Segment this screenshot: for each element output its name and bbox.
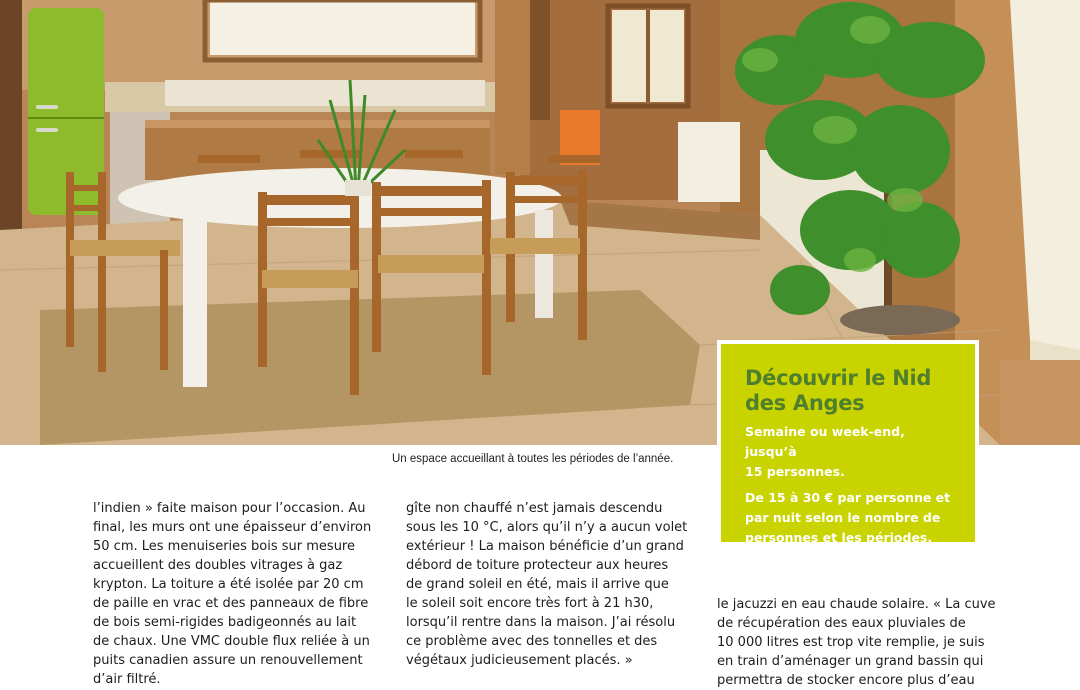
info-box-capacity-line2: 15 personnes.	[745, 464, 845, 479]
article-line: puits canadien assure un renouvellement	[93, 653, 363, 668]
window-top	[210, 0, 475, 55]
info-box-capacity-line1: Semaine ou week-end, jusqu’à	[745, 424, 905, 459]
info-box	[717, 340, 979, 546]
article-line: de grand soleil en été, mais il arrive que	[406, 577, 669, 592]
article-line: l’indien » faite maison pour l’occasion. Au	[93, 501, 366, 516]
info-box-inner	[721, 344, 975, 545]
article-line: gîte non chauffé n’est jamais descendu	[406, 501, 663, 516]
article-line: lorsqu’il rentre dans la maison. J’ai résolu	[406, 615, 676, 630]
article-line: 50 cm. Les menuiseries bois sur mesure	[93, 539, 355, 554]
article-line: d’air filtré.	[93, 672, 161, 687]
article-line: ce problème avec des tonnelles et des	[406, 634, 658, 649]
info-box-price-line3: personnes et les périodes.	[745, 530, 933, 545]
article-line: extérieur ! La maison bénéficie d’un grand	[406, 539, 684, 554]
article-line: le jacuzzi en eau chaude solaire. « La cuve	[717, 597, 996, 612]
article-line: végétaux judicieusement placés. »	[406, 653, 633, 668]
article-line: débord de toiture protecteur aux heures	[406, 558, 669, 573]
white-cabinet	[678, 122, 740, 202]
info-box-price-line1: De 15 à 30 € par personne et	[745, 490, 951, 505]
info-box-title	[745, 366, 957, 416]
info-box-title-line1: Découvrir le Nid	[745, 366, 932, 390]
info-box-title-line2: des Anges	[745, 391, 865, 415]
article-line: de paille en vrac et des panneaux de fibre	[93, 596, 369, 611]
article-line: de bois semi-rigides badigeonnés au lait	[93, 615, 357, 630]
article-line: de récupération des eaux pluviales de	[717, 616, 966, 631]
article-line: 10 000 litres est trop vite remplie, je suis	[717, 635, 985, 650]
article-line: sous les 10 °C, alors qu’il n’y a aucun volet	[406, 520, 688, 535]
article-line: le soleil soit encore très fort à 21 h30,	[406, 596, 654, 611]
info-box-capacity	[745, 422, 957, 482]
info-box-price	[745, 488, 957, 548]
photo-caption: Un espace accueillant à toutes les périodes de l’année.	[392, 453, 674, 465]
article-line: permettra de stocker encore plus d’eau	[717, 673, 975, 688]
article-line: en train d’aménager un grand bassin qui	[717, 654, 984, 669]
article-column-2	[406, 499, 687, 670]
info-box-price-line2: par nuit selon le nombre de	[745, 510, 941, 525]
article-column-1	[93, 499, 371, 689]
article-line: accueillent des doubles vitrages à gaz	[93, 558, 343, 573]
article-column-3	[717, 595, 996, 690]
article-line: final, les murs ont une épaisseur d’environ	[93, 520, 372, 535]
article-line: de chaux. Une VMC double flux reliée à un	[93, 634, 370, 649]
article-line: krypton. La toiture a été isolée par 20 cm	[93, 577, 364, 592]
